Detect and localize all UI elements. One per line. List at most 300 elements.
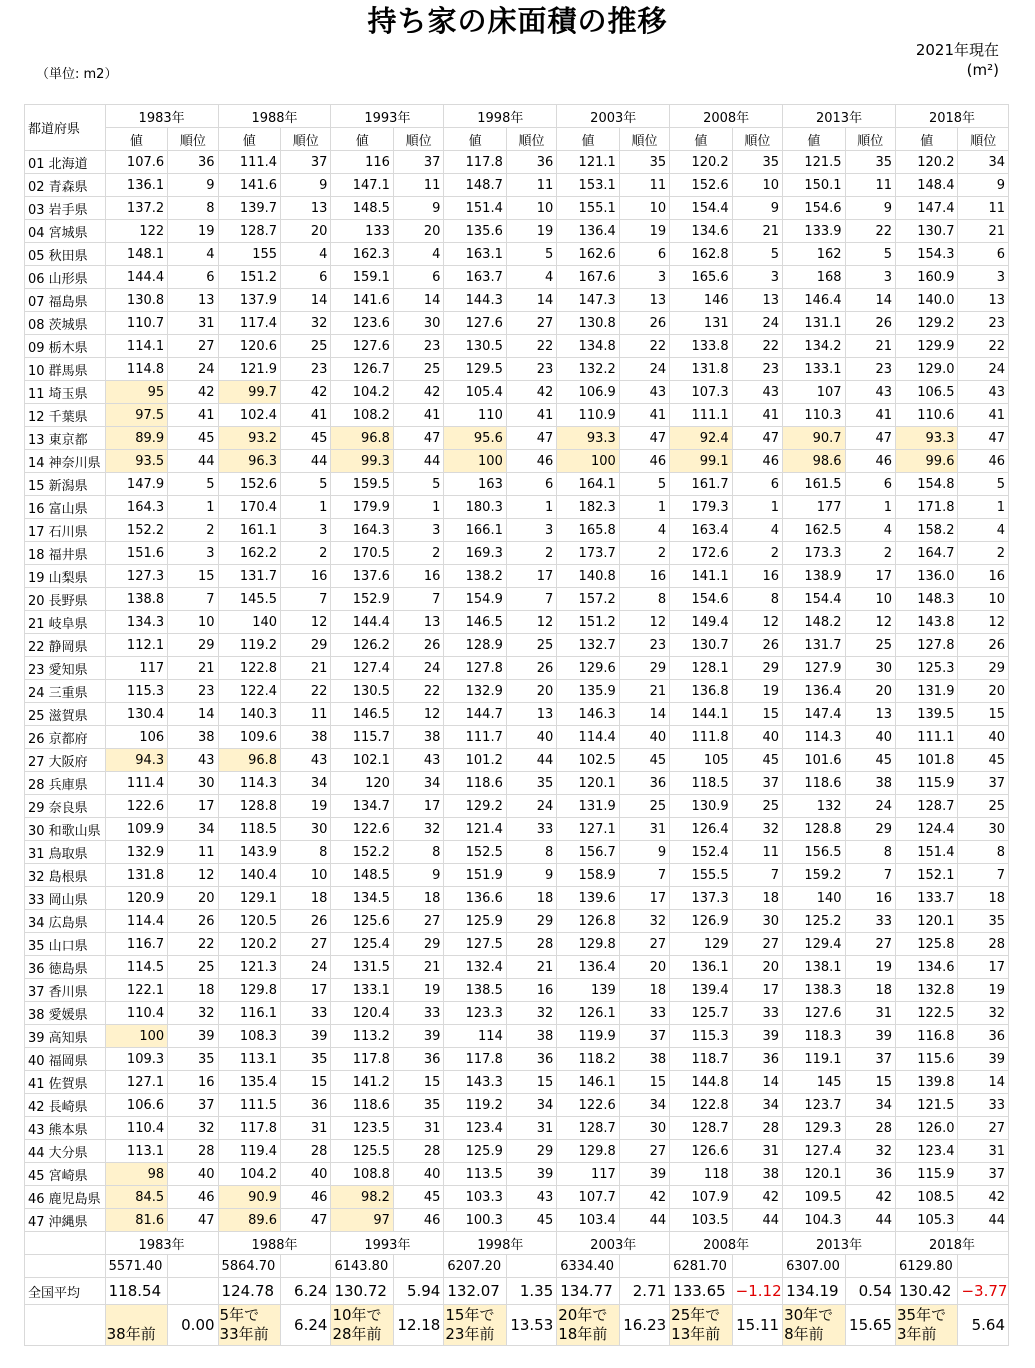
rank-value[interactable]: 19 — [281, 795, 331, 818]
rank-value[interactable]: 9 — [168, 174, 218, 197]
rank-value[interactable]: 37 — [281, 151, 331, 174]
area-value[interactable]: 129.6 — [557, 657, 620, 680]
area-value[interactable]: 136.4 — [557, 956, 620, 979]
rank-value[interactable]: 1 — [506, 496, 556, 519]
area-value[interactable]: 81.6 — [105, 1209, 168, 1232]
area-value[interactable]: 93.3 — [895, 427, 958, 450]
area-value[interactable]: 119.1 — [783, 1048, 846, 1071]
area-value[interactable]: 116 — [331, 151, 394, 174]
area-value[interactable]: 148.4 — [895, 174, 958, 197]
cumulative-diff[interactable]: 6.24 — [281, 1305, 331, 1346]
rank-value[interactable]: 40 — [958, 726, 1009, 749]
value-header[interactable]: 値 — [557, 128, 620, 151]
rank-value[interactable]: 31 — [393, 1117, 443, 1140]
area-value[interactable]: 109.9 — [105, 818, 168, 841]
rank-value[interactable]: 29 — [845, 818, 895, 841]
area-value[interactable]: 125.3 — [895, 657, 958, 680]
rank-value[interactable]: 26 — [168, 910, 218, 933]
rank-value[interactable]: 21 — [619, 680, 669, 703]
rank-value[interactable]: 33 — [393, 1002, 443, 1025]
area-value[interactable]: 129.9 — [895, 335, 958, 358]
area-value[interactable]: 136.1 — [105, 174, 168, 197]
rank-value[interactable]: 43 — [958, 381, 1009, 404]
area-value[interactable]: 137.6 — [331, 565, 394, 588]
rank-value[interactable]: 39 — [506, 1163, 556, 1186]
rank-value[interactable]: 45 — [619, 749, 669, 772]
years-ago-cell[interactable] — [218, 1305, 281, 1346]
rank-value[interactable]: 10 — [958, 588, 1009, 611]
rank-value[interactable]: 43 — [506, 1186, 556, 1209]
rank-value[interactable]: 43 — [281, 749, 331, 772]
rank-value[interactable]: 46 — [619, 450, 669, 473]
year-footer[interactable]: 1983年 — [105, 1232, 218, 1255]
rank-value[interactable]: 20 — [732, 956, 782, 979]
rank-value[interactable]: 20 — [168, 887, 218, 910]
average-value[interactable]: 124.78 — [218, 1278, 281, 1305]
area-value[interactable]: 180.3 — [444, 496, 507, 519]
area-value[interactable]: 139.8 — [895, 1071, 958, 1094]
area-value[interactable]: 123.5 — [331, 1117, 394, 1140]
rank-value[interactable]: 46 — [168, 1186, 218, 1209]
rank-value[interactable]: 43 — [732, 381, 782, 404]
rank-value[interactable]: 1 — [619, 496, 669, 519]
prefecture-name[interactable]: 16 富山県 — [25, 496, 106, 519]
year-footer[interactable]: 1998年 — [444, 1232, 557, 1255]
area-value[interactable]: 146.1 — [557, 1071, 620, 1094]
area-value[interactable]: 111.5 — [218, 1094, 281, 1117]
rank-value[interactable]: 11 — [506, 174, 556, 197]
rank-value[interactable]: 8 — [845, 841, 895, 864]
rank-value[interactable]: 2 — [506, 542, 556, 565]
rank-value[interactable]: 6 — [506, 473, 556, 496]
cumulative-diff[interactable]: 15.11 — [732, 1305, 782, 1346]
rank-value[interactable]: 33 — [619, 1002, 669, 1025]
rank-value[interactable]: 42 — [168, 381, 218, 404]
area-value[interactable]: 143.9 — [218, 841, 281, 864]
rank-value[interactable]: 17 — [393, 795, 443, 818]
area-value[interactable]: 138.5 — [444, 979, 507, 1002]
rank-value[interactable]: 41 — [958, 404, 1009, 427]
rank-value[interactable]: 42 — [619, 1186, 669, 1209]
area-value[interactable]: 125.9 — [444, 910, 507, 933]
area-value[interactable]: 127.6 — [444, 312, 507, 335]
area-value[interactable]: 113.5 — [444, 1163, 507, 1186]
rank-value[interactable]: 2 — [732, 542, 782, 565]
rank-value[interactable]: 16 — [168, 1071, 218, 1094]
rank-value[interactable]: 32 — [168, 1117, 218, 1140]
rank-value[interactable]: 5 — [506, 243, 556, 266]
area-value[interactable]: 163.1 — [444, 243, 507, 266]
rank-value[interactable]: 17 — [281, 979, 331, 1002]
prefecture-name[interactable]: 34 広島県 — [25, 910, 106, 933]
area-value[interactable]: 140 — [218, 611, 281, 634]
average-value[interactable]: 130.72 — [331, 1278, 394, 1305]
area-value[interactable]: 109.5 — [783, 1186, 846, 1209]
area-value[interactable]: 129.3 — [783, 1117, 846, 1140]
rank-value[interactable]: 40 — [168, 1163, 218, 1186]
area-value[interactable]: 90.9 — [218, 1186, 281, 1209]
area-value[interactable]: 164.3 — [105, 496, 168, 519]
rank-value[interactable]: 38 — [732, 1163, 782, 1186]
rank-value[interactable]: 17 — [506, 565, 556, 588]
rank-value[interactable]: 37 — [619, 1025, 669, 1048]
rank-value[interactable]: 2 — [958, 542, 1009, 565]
rank-value[interactable]: 24 — [281, 956, 331, 979]
area-value[interactable]: 167.6 — [557, 266, 620, 289]
area-value[interactable]: 115.3 — [670, 1025, 733, 1048]
area-value[interactable]: 140.0 — [895, 289, 958, 312]
average-diff[interactable]: −1.12 — [732, 1278, 782, 1305]
area-value[interactable]: 93.2 — [218, 427, 281, 450]
area-value[interactable]: 117.8 — [444, 151, 507, 174]
rank-value[interactable]: 13 — [845, 703, 895, 726]
rank-value[interactable]: 45 — [732, 749, 782, 772]
area-value[interactable]: 104.2 — [331, 381, 394, 404]
area-value[interactable]: 119.4 — [218, 1140, 281, 1163]
rank-value[interactable]: 29 — [168, 634, 218, 657]
rank-value[interactable]: 28 — [506, 933, 556, 956]
area-value[interactable]: 144.7 — [444, 703, 507, 726]
area-value[interactable]: 151.2 — [218, 266, 281, 289]
area-value[interactable]: 146.4 — [783, 289, 846, 312]
rank-value[interactable]: 38 — [168, 726, 218, 749]
rank-value[interactable]: 26 — [958, 634, 1009, 657]
rank-value[interactable]: 3 — [281, 519, 331, 542]
area-value[interactable]: 124.4 — [895, 818, 958, 841]
area-value[interactable]: 133 — [331, 220, 394, 243]
area-value[interactable]: 123.6 — [331, 312, 394, 335]
area-value[interactable]: 118.6 — [331, 1094, 394, 1117]
rank-value[interactable]: 3 — [393, 519, 443, 542]
area-value[interactable]: 121.5 — [895, 1094, 958, 1117]
years-ago-cell[interactable] — [895, 1305, 958, 1346]
rank-value[interactable]: 25 — [732, 795, 782, 818]
rank-value[interactable]: 31 — [958, 1140, 1009, 1163]
area-value[interactable]: 141.6 — [331, 289, 394, 312]
prefecture-name[interactable]: 39 高知県 — [25, 1025, 106, 1048]
rank-value[interactable]: 32 — [281, 312, 331, 335]
area-value[interactable]: 127.8 — [444, 657, 507, 680]
rank-value[interactable]: 23 — [619, 634, 669, 657]
total-value[interactable]: 6207.20 — [444, 1255, 507, 1278]
rank-value[interactable]: 2 — [619, 542, 669, 565]
area-value[interactable]: 152.5 — [444, 841, 507, 864]
rank-value[interactable]: 46 — [958, 450, 1009, 473]
rank-value[interactable]: 28 — [732, 1117, 782, 1140]
area-value[interactable]: 128.7 — [670, 1117, 733, 1140]
rank-value[interactable]: 27 — [281, 933, 331, 956]
area-value[interactable]: 148.5 — [331, 197, 394, 220]
rank-value[interactable]: 12 — [619, 611, 669, 634]
prefecture-name[interactable]: 47 沖縄県 — [25, 1209, 106, 1232]
rank-value[interactable]: 35 — [168, 1048, 218, 1071]
year-footer[interactable]: 2003年 — [557, 1232, 670, 1255]
prefecture-name[interactable]: 23 愛知県 — [25, 657, 106, 680]
rank-value[interactable]: 34 — [393, 772, 443, 795]
average-diff[interactable]: −3.77 — [958, 1278, 1009, 1305]
rank-value[interactable]: 35 — [619, 151, 669, 174]
area-value[interactable]: 148.1 — [105, 243, 168, 266]
rank-value[interactable]: 26 — [281, 910, 331, 933]
area-value[interactable]: 154.6 — [783, 197, 846, 220]
rank-value[interactable]: 31 — [281, 1117, 331, 1140]
area-value[interactable]: 126.0 — [895, 1117, 958, 1140]
area-value[interactable]: 97.5 — [105, 404, 168, 427]
rank-value[interactable]: 5 — [619, 473, 669, 496]
area-value[interactable]: 137.2 — [105, 197, 168, 220]
area-value[interactable]: 96.8 — [218, 749, 281, 772]
rank-value[interactable]: 36 — [281, 1094, 331, 1117]
rank-value[interactable]: 36 — [958, 1025, 1009, 1048]
rank-value[interactable]: 7 — [168, 588, 218, 611]
area-value[interactable]: 125.8 — [895, 933, 958, 956]
rank-value[interactable]: 31 — [168, 312, 218, 335]
years-ago-cell[interactable] — [783, 1305, 846, 1346]
rank-value[interactable]: 7 — [619, 864, 669, 887]
rank-value[interactable]: 43 — [619, 381, 669, 404]
area-value[interactable]: 140 — [783, 887, 846, 910]
area-value[interactable]: 156.5 — [783, 841, 846, 864]
blank-cell[interactable] — [958, 1255, 1009, 1278]
area-value[interactable]: 120 — [331, 772, 394, 795]
area-value[interactable]: 144.1 — [670, 703, 733, 726]
rank-value[interactable]: 14 — [619, 703, 669, 726]
rank-value[interactable]: 36 — [168, 151, 218, 174]
area-value[interactable]: 164.1 — [557, 473, 620, 496]
blank-cell[interactable] — [25, 1305, 106, 1346]
area-value[interactable]: 122.6 — [331, 818, 394, 841]
rank-value[interactable]: 24 — [168, 358, 218, 381]
rank-value[interactable]: 14 — [168, 703, 218, 726]
area-value[interactable]: 148.7 — [444, 174, 507, 197]
prefecture-name[interactable]: 03 岩手県 — [25, 197, 106, 220]
area-value[interactable]: 114.4 — [557, 726, 620, 749]
prefecture-name[interactable]: 18 福井県 — [25, 542, 106, 565]
average-diff[interactable]: 0.54 — [845, 1278, 895, 1305]
area-value[interactable]: 148.3 — [895, 588, 958, 611]
area-value[interactable]: 136.4 — [783, 680, 846, 703]
area-value[interactable]: 120.4 — [331, 1002, 394, 1025]
area-value[interactable]: 137.9 — [218, 289, 281, 312]
rank-value[interactable]: 33 — [845, 910, 895, 933]
blank-cell[interactable] — [393, 1255, 443, 1278]
rank-value[interactable]: 23 — [393, 335, 443, 358]
area-value[interactable]: 131.9 — [557, 795, 620, 818]
rank-value[interactable]: 9 — [393, 197, 443, 220]
area-value[interactable]: 152.6 — [218, 473, 281, 496]
rank-value[interactable]: 34 — [619, 1094, 669, 1117]
area-value[interactable]: 117.8 — [444, 1048, 507, 1071]
area-value[interactable]: 109.6 — [218, 726, 281, 749]
rank-value[interactable]: 46 — [506, 450, 556, 473]
prefecture-name[interactable]: 38 愛媛県 — [25, 1002, 106, 1025]
rank-header[interactable]: 順位 — [168, 128, 218, 151]
prefecture-name[interactable]: 21 岐阜県 — [25, 611, 106, 634]
area-value[interactable]: 151.9 — [444, 864, 507, 887]
rank-value[interactable]: 5 — [168, 473, 218, 496]
rank-value[interactable]: 13 — [958, 289, 1009, 312]
area-value[interactable]: 119.2 — [444, 1094, 507, 1117]
rank-value[interactable]: 41 — [281, 404, 331, 427]
rank-value[interactable]: 9 — [393, 864, 443, 887]
area-value[interactable]: 129.8 — [557, 933, 620, 956]
area-value[interactable]: 120.2 — [670, 151, 733, 174]
area-value[interactable]: 166.1 — [444, 519, 507, 542]
area-value[interactable]: 125.9 — [444, 1140, 507, 1163]
rank-value[interactable]: 6 — [619, 243, 669, 266]
rank-value[interactable]: 40 — [732, 726, 782, 749]
area-value[interactable]: 125.6 — [331, 910, 394, 933]
area-value[interactable]: 141.2 — [331, 1071, 394, 1094]
area-value[interactable]: 118.6 — [783, 772, 846, 795]
area-value[interactable]: 98 — [105, 1163, 168, 1186]
area-value[interactable]: 126.1 — [557, 1002, 620, 1025]
rank-value[interactable]: 42 — [506, 381, 556, 404]
area-value[interactable]: 130.5 — [331, 680, 394, 703]
rank-header[interactable]: 順位 — [845, 128, 895, 151]
prefecture-name[interactable]: 14 神奈川県 — [25, 450, 106, 473]
rank-value[interactable]: 13 — [619, 289, 669, 312]
blank-cell[interactable] — [619, 1255, 669, 1278]
prefecture-name[interactable]: 02 青森県 — [25, 174, 106, 197]
rank-value[interactable]: 5 — [845, 243, 895, 266]
area-value[interactable]: 92.4 — [670, 427, 733, 450]
area-value[interactable]: 134.8 — [557, 335, 620, 358]
prefecture-name[interactable]: 26 京都府 — [25, 726, 106, 749]
rank-value[interactable]: 10 — [281, 864, 331, 887]
rank-value[interactable]: 15 — [958, 703, 1009, 726]
area-value[interactable]: 126.7 — [331, 358, 394, 381]
area-value[interactable]: 129.8 — [218, 979, 281, 1002]
area-value[interactable]: 117 — [105, 657, 168, 680]
rank-value[interactable]: 5 — [281, 473, 331, 496]
rank-value[interactable]: 40 — [619, 726, 669, 749]
area-value[interactable]: 90.7 — [783, 427, 846, 450]
area-value[interactable]: 148.2 — [783, 611, 846, 634]
rank-value[interactable]: 39 — [845, 1025, 895, 1048]
area-value[interactable]: 154.4 — [670, 197, 733, 220]
rank-value[interactable]: 18 — [168, 979, 218, 1002]
rank-value[interactable]: 33 — [732, 1002, 782, 1025]
area-value[interactable]: 133.8 — [670, 335, 733, 358]
area-value[interactable]: 129.0 — [895, 358, 958, 381]
rank-value[interactable]: 27 — [506, 312, 556, 335]
area-value[interactable]: 162 — [783, 243, 846, 266]
prefecture-name[interactable]: 06 山形県 — [25, 266, 106, 289]
rank-value[interactable]: 15 — [393, 1071, 443, 1094]
area-value[interactable]: 113.1 — [218, 1048, 281, 1071]
area-value[interactable]: 133.1 — [783, 358, 846, 381]
average-value[interactable]: 134.19 — [783, 1278, 846, 1305]
area-value[interactable]: 111.4 — [218, 151, 281, 174]
rank-value[interactable]: 12 — [506, 611, 556, 634]
rank-value[interactable]: 14 — [393, 289, 443, 312]
rank-value[interactable]: 45 — [506, 1209, 556, 1232]
rank-value[interactable]: 25 — [958, 795, 1009, 818]
area-value[interactable]: 162.8 — [670, 243, 733, 266]
rank-value[interactable]: 9 — [506, 864, 556, 887]
rank-value[interactable]: 13 — [506, 703, 556, 726]
value-header[interactable]: 値 — [895, 128, 958, 151]
area-value[interactable]: 129.2 — [444, 795, 507, 818]
area-value[interactable]: 152.6 — [670, 174, 733, 197]
rank-value[interactable]: 42 — [845, 1186, 895, 1209]
area-value[interactable]: 133.1 — [331, 979, 394, 1002]
area-value[interactable]: 154.9 — [444, 588, 507, 611]
area-value[interactable]: 164.7 — [895, 542, 958, 565]
area-value[interactable]: 158.9 — [557, 864, 620, 887]
rank-header[interactable]: 順位 — [506, 128, 556, 151]
area-value[interactable]: 145 — [783, 1071, 846, 1094]
area-value[interactable]: 118 — [670, 1163, 733, 1186]
rank-value[interactable]: 36 — [619, 772, 669, 795]
rank-value[interactable]: 39 — [732, 1025, 782, 1048]
area-value[interactable]: 99.1 — [670, 450, 733, 473]
area-value[interactable]: 140.3 — [218, 703, 281, 726]
rank-value[interactable]: 11 — [393, 174, 443, 197]
average-diff[interactable]: 1.35 — [506, 1278, 556, 1305]
rank-value[interactable]: 47 — [619, 427, 669, 450]
area-value[interactable]: 138.9 — [783, 565, 846, 588]
area-value[interactable]: 134.3 — [105, 611, 168, 634]
area-value[interactable]: 126.6 — [670, 1140, 733, 1163]
area-value[interactable]: 159.1 — [331, 266, 394, 289]
area-value[interactable]: 154.6 — [670, 588, 733, 611]
rank-value[interactable]: 43 — [845, 381, 895, 404]
area-value[interactable]: 122.4 — [218, 680, 281, 703]
rank-value[interactable]: 21 — [281, 657, 331, 680]
area-value[interactable]: 163.7 — [444, 266, 507, 289]
rank-value[interactable]: 27 — [619, 1140, 669, 1163]
rank-value[interactable]: 19 — [393, 979, 443, 1002]
rank-value[interactable]: 20 — [281, 220, 331, 243]
rank-value[interactable]: 7 — [732, 864, 782, 887]
year-footer[interactable]: 1988年 — [218, 1232, 331, 1255]
area-value[interactable]: 140.4 — [218, 864, 281, 887]
prefecture-name[interactable]: 30 和歌山県 — [25, 818, 106, 841]
area-value[interactable]: 161.5 — [783, 473, 846, 496]
area-value[interactable]: 108.2 — [331, 404, 394, 427]
area-value[interactable]: 126.9 — [670, 910, 733, 933]
area-value[interactable]: 99.6 — [895, 450, 958, 473]
area-value[interactable]: 130.7 — [895, 220, 958, 243]
prefecture-name[interactable]: 20 長野県 — [25, 588, 106, 611]
cumulative-diff[interactable]: 13.53 — [506, 1305, 556, 1346]
area-value[interactable]: 135.9 — [557, 680, 620, 703]
rank-value[interactable]: 25 — [281, 335, 331, 358]
rank-value[interactable]: 13 — [732, 289, 782, 312]
area-value[interactable]: 170.4 — [218, 496, 281, 519]
blank-cell[interactable] — [25, 1232, 106, 1255]
area-value[interactable]: 162.5 — [783, 519, 846, 542]
rank-value[interactable]: 9 — [281, 174, 331, 197]
area-value[interactable]: 101.2 — [444, 749, 507, 772]
rank-value[interactable]: 4 — [958, 519, 1009, 542]
area-value[interactable]: 103.3 — [444, 1186, 507, 1209]
area-value[interactable]: 159.5 — [331, 473, 394, 496]
prefecture-name[interactable]: 05 秋田県 — [25, 243, 106, 266]
rank-value[interactable]: 16 — [958, 565, 1009, 588]
prefecture-name[interactable]: 43 熊本県 — [25, 1117, 106, 1140]
years-ago-cell[interactable] — [331, 1305, 394, 1346]
rank-value[interactable]: 10 — [506, 197, 556, 220]
prefecture-name[interactable]: 37 香川県 — [25, 979, 106, 1002]
rank-value[interactable]: 16 — [393, 565, 443, 588]
years-ago-cell[interactable] — [105, 1305, 168, 1346]
rank-value[interactable]: 4 — [281, 243, 331, 266]
rank-value[interactable]: 4 — [168, 243, 218, 266]
area-value[interactable]: 145.5 — [218, 588, 281, 611]
